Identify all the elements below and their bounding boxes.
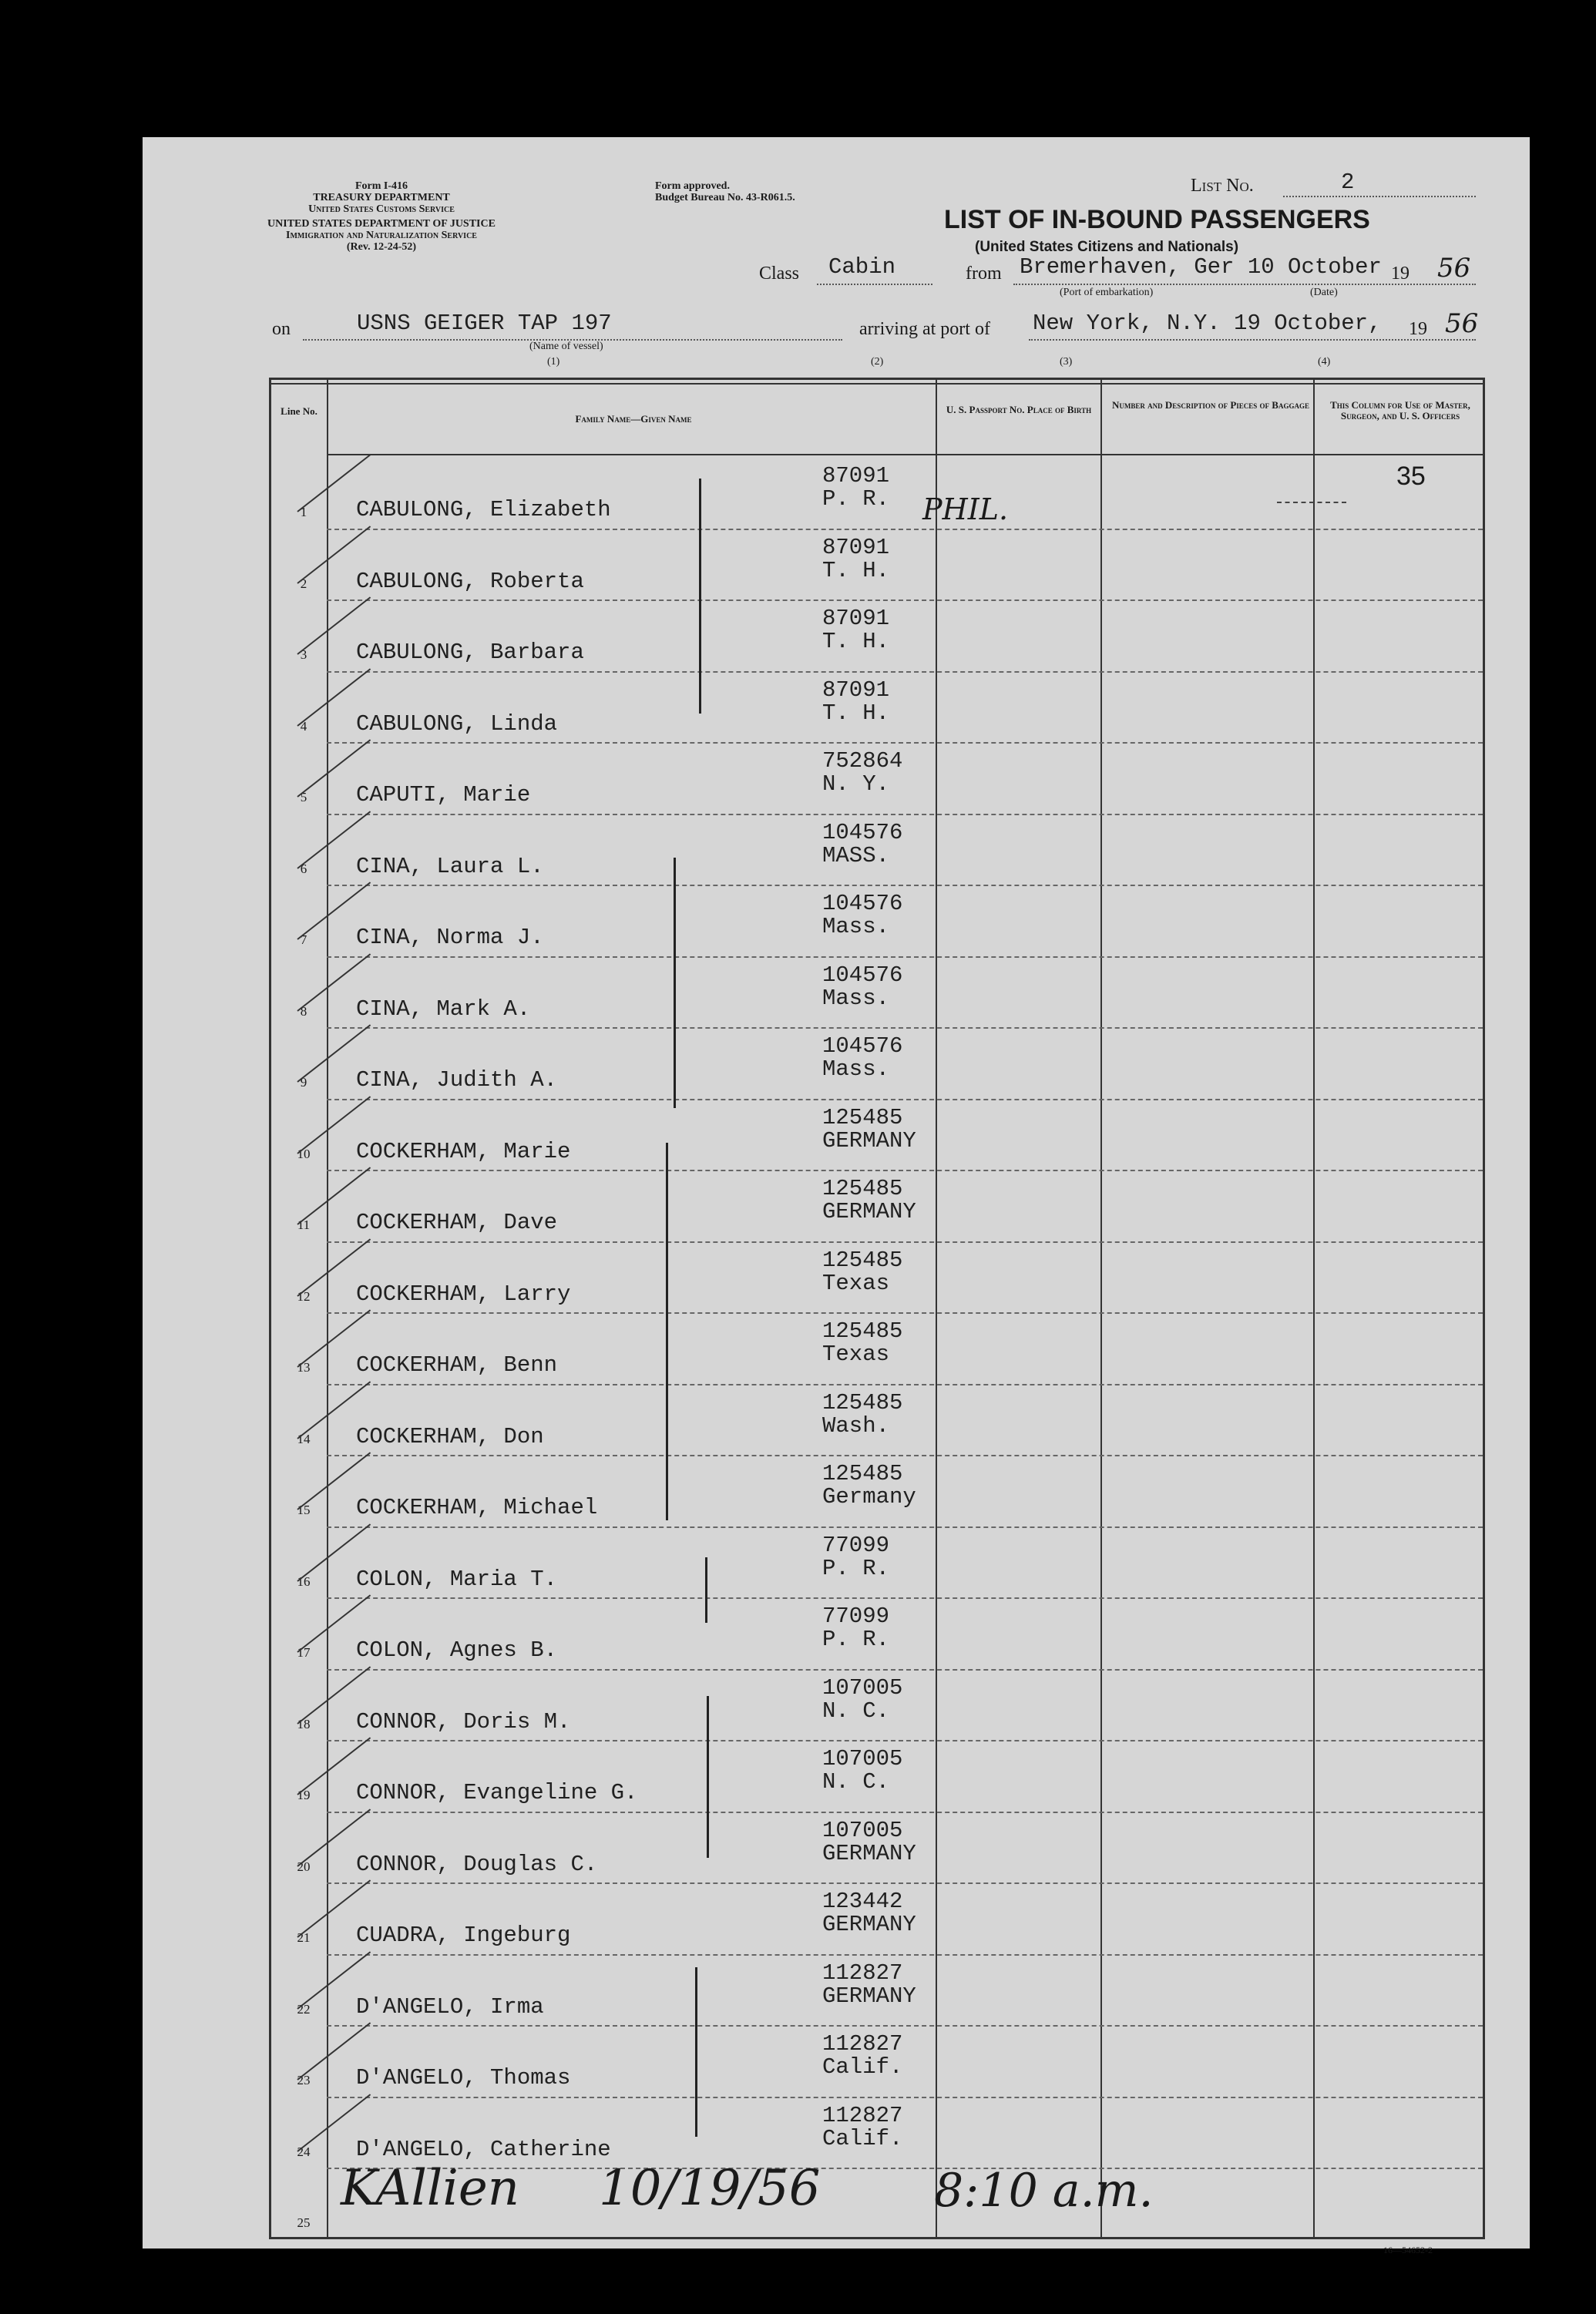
passenger-name: COCKERHAM, Dave: [356, 1210, 558, 1235]
passport-number: 125485: [822, 1318, 903, 1344]
manifest-page: [143, 137, 1530, 2255]
form-number: Form I-416: [354, 180, 408, 192]
family-bracket: [674, 858, 676, 1108]
approval-block: [655, 180, 795, 203]
passport-number: 77099: [822, 1532, 890, 1558]
passport-number: 87091: [822, 677, 890, 703]
passport-cell: [822, 1104, 916, 1154]
passenger-name: CINA, Norma J.: [356, 925, 544, 950]
passport-cell: [822, 1674, 903, 1724]
passenger-name: D'ANGELO, Catherine: [356, 2136, 611, 2162]
passenger-name: CABULONG, Elizabeth: [356, 497, 611, 522]
table-row: [271, 529, 1483, 602]
passport-number: 77099: [822, 1604, 890, 1629]
signature-time: 8:10 a.m.: [934, 2164, 1154, 2218]
table-row: [271, 2097, 1483, 2170]
passport-number: 87091: [822, 534, 890, 560]
table-row: [271, 1027, 1483, 1100]
passenger-name: CONNOR, Douglas C.: [356, 1851, 598, 1877]
place-of-birth: P. R.: [822, 1555, 890, 1581]
passenger-name: CINA, Laura L.: [356, 853, 544, 879]
line-number: 22: [297, 2001, 311, 2017]
table-row: [271, 885, 1483, 958]
line-number: 17: [297, 1645, 311, 1660]
table-row: [271, 1170, 1483, 1243]
passport-number: 104576: [822, 891, 903, 916]
passport-cell: [822, 536, 889, 583]
header-officers: This Column for Use of Master, Surgeon, and U. S. Officers: [1330, 399, 1470, 421]
treasury-label: TREASURY DEPARTMENT: [313, 192, 450, 203]
passenger-name: COLON, Agnes B.: [356, 1637, 558, 1663]
header-baggage: Number and Description of Pieces of Baggage: [1112, 399, 1309, 411]
inspector-signature: KAllien: [341, 2160, 519, 2217]
passenger-name: CABULONG, Roberta: [356, 568, 584, 594]
arrival-value: New York, N.Y. 19 October,: [1033, 311, 1382, 336]
table-row: [271, 1455, 1483, 1528]
passport-number: 125485: [822, 1247, 903, 1273]
arriving-label: arriving at port of: [859, 319, 990, 339]
family-bracket: [699, 479, 701, 714]
line-number: 18: [297, 1716, 311, 1731]
passenger-name: CONNOR, Doris M.: [356, 1708, 571, 1735]
passenger-name: COCKERHAM, Larry: [356, 1281, 571, 1307]
passport-number: 125485: [822, 1176, 903, 1201]
passenger-name: COCKERHAM, Marie: [356, 1138, 571, 1164]
place-of-birth: T. H.: [822, 700, 890, 726]
place-of-birth: GERMANY: [822, 1912, 916, 1937]
customs-label: United States Customs Service: [308, 203, 455, 215]
passenger-name: D'ANGELO, Irma: [356, 1993, 544, 2020]
place-of-birth: Mass.: [822, 914, 890, 939]
passport-cell: [822, 1962, 916, 2008]
place-of-birth: T. H.: [822, 557, 890, 583]
place-of-birth: GERMANY: [822, 1127, 916, 1154]
column-number-3: (3): [1060, 356, 1073, 368]
passenger-name: CINA, Mark A.: [356, 996, 531, 1022]
place-of-birth: P. R.: [822, 486, 890, 512]
passenger-name: COCKERHAM, Michael: [356, 1495, 598, 1520]
passport-number: 112827: [822, 2102, 903, 2128]
passenger-name: CINA, Judith A.: [356, 1067, 558, 1093]
table-row: [271, 1669, 1483, 1742]
passport-cell: [822, 465, 889, 511]
place-of-birth: Texas: [822, 1270, 890, 1296]
place-of-birth: Calif.: [822, 2125, 903, 2151]
table-row: [271, 1384, 1483, 1457]
passport-cell: [822, 1035, 902, 1081]
place-of-birth: P. R.: [822, 1627, 890, 1652]
handwritten-correction: PHIL.: [922, 492, 1009, 526]
place-of-birth: Germany: [822, 1484, 916, 1510]
table-row: [271, 1526, 1483, 1600]
table-row: [271, 457, 1483, 530]
place-of-birth: Mass.: [822, 1056, 890, 1082]
passport-number: 125485: [822, 1461, 903, 1486]
vessel-caption: (Name of vessel): [529, 341, 603, 352]
line-number: 7: [300, 932, 307, 947]
passport-number: 112827: [822, 1960, 903, 1986]
from-label: from: [966, 264, 1002, 284]
line-number: 15: [297, 1503, 311, 1517]
passport-number: 107005: [822, 1817, 903, 1843]
passport-cell: [822, 1177, 916, 1224]
table-row: [271, 1597, 1483, 1671]
header-passport: U. S. Passport No. Place of Birth: [946, 404, 1092, 415]
place-of-birth: T. H.: [822, 629, 890, 654]
table-row: [271, 1954, 1483, 2027]
family-bracket: [705, 1557, 707, 1623]
passport-cell: [822, 1249, 902, 1295]
line-number: 4: [300, 718, 307, 734]
port-caption: (Port of embarkation): [1060, 287, 1154, 298]
line-number: 10: [297, 1146, 311, 1161]
table-row: [271, 671, 1483, 744]
class-value: Cabin: [828, 254, 896, 280]
passenger-name: CONNOR, Evangeline G.: [356, 1780, 638, 1805]
place-of-birth: Calif.: [822, 2054, 903, 2080]
header-name: Family Name—Given Name: [575, 413, 692, 425]
passenger-name: D'ANGELO, Thomas: [356, 2065, 571, 2091]
passenger-name: CABULONG, Linda: [356, 710, 558, 737]
arrival-year-value: 56: [1445, 308, 1479, 339]
table-row: [271, 2025, 1483, 2098]
passport-cell: [822, 1463, 916, 1509]
from-year-value: 56: [1437, 253, 1471, 284]
place-of-birth: Wash.: [822, 1412, 890, 1439]
passport-number: 107005: [822, 1674, 903, 1701]
passport-cell: [822, 2104, 902, 2151]
table-row: [271, 814, 1483, 887]
line-number: 12: [297, 1288, 311, 1304]
family-bracket: [707, 1696, 709, 1858]
date-caption: (Date): [1310, 287, 1338, 298]
passport-cell: [822, 964, 902, 1010]
place-of-birth: Texas: [822, 1342, 890, 1367]
passport-cell: [822, 1389, 903, 1439]
place-of-birth: N. C.: [822, 1698, 890, 1724]
passport-number: 752864: [822, 748, 903, 774]
passport-cell: [822, 1534, 889, 1580]
line-number: 11: [297, 1217, 311, 1232]
footer-code: 16—54652-2: [1383, 2245, 1433, 2255]
passport-cell: [822, 1605, 889, 1651]
passport-cell: [822, 679, 889, 725]
place-of-birth: N. Y.: [822, 771, 890, 797]
line-number: 20: [297, 1859, 311, 1874]
table-row: [271, 1882, 1483, 1956]
passport-cell: [822, 1320, 902, 1366]
line-number: 23: [297, 2073, 311, 2087]
passport-number: 125485: [822, 1389, 903, 1416]
place-of-birth: MASS.: [822, 842, 890, 868]
family-bracket: [695, 1967, 697, 2137]
line-number: 6: [300, 861, 307, 876]
passport-number: 104576: [822, 1033, 903, 1059]
passport-cell: [822, 892, 902, 939]
passenger-table: [269, 378, 1485, 2239]
header-line-no: Line No.: [281, 405, 318, 417]
immigration-label: Immigration and Naturalization Service: [286, 230, 477, 241]
signature-date: 10/19/56: [599, 2160, 821, 2217]
from-year-prefix: 19: [1391, 264, 1410, 284]
family-bracket: [666, 1143, 668, 1520]
column-number-4: (4): [1318, 356, 1331, 368]
passport-number: 87091: [822, 606, 890, 631]
column-number-1: (1): [547, 356, 560, 368]
line-number: 21: [297, 1930, 311, 1945]
passport-cell: [822, 1819, 916, 1866]
form-agency-block: [266, 180, 497, 253]
from-value: Bremerhaven, Ger 10 October: [1020, 254, 1382, 280]
document-title: LIST OF IN-BOUND PASSENGERS: [944, 205, 1370, 234]
line-number: 25: [297, 2215, 311, 2230]
passport-number: 123442: [822, 1889, 903, 1914]
table-row: [271, 1099, 1483, 1172]
table-row: [271, 1740, 1483, 1813]
arrival-year-prefix: 19: [1409, 319, 1427, 339]
line-number: 13: [297, 1360, 311, 1375]
place-of-birth: GERMANY: [822, 1983, 916, 2009]
table-row: [271, 1812, 1483, 1885]
passport-cell: [822, 1748, 902, 1794]
passport-cell: [822, 750, 902, 796]
document-subtitle: (United States Citizens and Nationals): [975, 239, 1239, 255]
table-row: [271, 599, 1483, 673]
on-label: on: [272, 319, 291, 339]
place-of-birth: GERMANY: [822, 1199, 916, 1224]
vessel-value: USNS GEIGER TAP 197: [357, 311, 612, 336]
line-number: 2: [300, 576, 307, 591]
line-number: 5: [300, 790, 307, 804]
place-of-birth: N. C.: [822, 1769, 890, 1795]
justice-label: UNITED STATES DEPARTMENT OF JUSTICE: [267, 218, 496, 230]
passenger-name: COCKERHAM, Don: [356, 1423, 544, 1449]
passport-cell: [822, 607, 889, 653]
line-number: 9: [300, 1075, 307, 1090]
place-of-birth: Mass.: [822, 985, 890, 1011]
line-number: 1: [300, 505, 307, 519]
line-number: 24: [297, 2144, 311, 2159]
passport-cell: [822, 1890, 916, 1936]
passport-number: 104576: [822, 962, 903, 988]
passport-number: 104576: [822, 819, 903, 845]
line-number: 19: [297, 1788, 311, 1802]
form-approved: Form approved.: [655, 180, 730, 192]
passport-number: 107005: [822, 1746, 903, 1772]
passenger-name: CABULONG, Barbara: [356, 640, 584, 665]
class-label: Class: [759, 264, 800, 284]
passenger-name: COCKERHAM, Benn: [356, 1352, 558, 1378]
budget-bureau: Budget Bureau No. 43-R061.5.: [655, 192, 795, 203]
passport-cell: [822, 821, 902, 868]
passport-number: 125485: [822, 1104, 903, 1130]
list-no-label: List No.: [1191, 176, 1254, 196]
table-row: [271, 1241, 1483, 1315]
table-row: [271, 742, 1483, 815]
table-row: [271, 1312, 1483, 1385]
line-number: 14: [297, 1431, 311, 1446]
rev-label: (Rev. 12-24-52): [346, 241, 417, 253]
place-of-birth: GERMANY: [822, 1840, 916, 1866]
table-row: [271, 956, 1483, 1029]
passport-cell: [822, 2033, 902, 2079]
passenger-name: COLON, Maria T.: [356, 1566, 558, 1592]
line-number: 8: [300, 1003, 307, 1019]
line-number: 3: [300, 647, 307, 662]
passenger-name: CAPUTI, Marie: [356, 782, 531, 808]
line-number: 16: [297, 1573, 311, 1589]
officer-mark: 35: [1396, 462, 1426, 491]
list-no-value: 2: [1341, 170, 1355, 195]
passport-number: 87091: [822, 463, 890, 489]
passenger-name: CUADRA, Ingeburg: [356, 1923, 571, 1948]
column-number-2: (2): [871, 356, 884, 368]
passport-number: 112827: [822, 2031, 903, 2057]
